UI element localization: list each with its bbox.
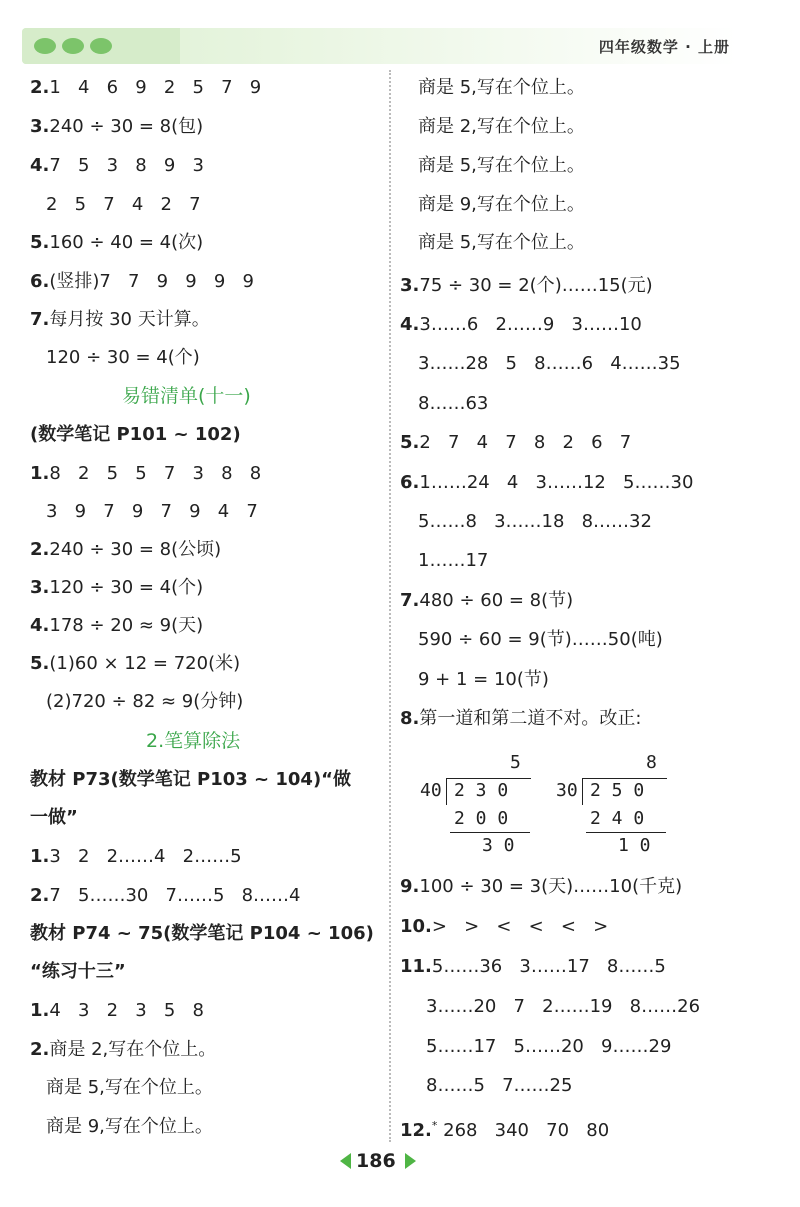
answer-line: 2 5 7 4 2 7 (46, 194, 201, 215)
answer-line: 5……8 3……18 8……32 (418, 511, 652, 532)
arrow-right-icon (405, 1153, 416, 1169)
answer-line: 8……5 7……25 (426, 1075, 573, 1096)
long-division (420, 752, 540, 862)
product: 2 0 0 (454, 808, 509, 829)
answer-line: 5.2 7 4 7 8 2 6 7 (400, 432, 632, 453)
subtraction-line (586, 832, 666, 833)
section-heading: 2.笔算除法 (146, 730, 241, 752)
leaf-icon (90, 38, 112, 54)
answer-line: 8.第一道和第二道不对。改正: (400, 708, 642, 729)
leaf-icon (34, 38, 56, 54)
answer-line: 5.160 ÷ 40 = 4(次) (30, 232, 204, 253)
remainder: 3 0 (482, 835, 515, 856)
long-division (556, 752, 676, 862)
answer-line: 3.120 ÷ 30 = 4(个) (30, 577, 204, 598)
answer-line: 商是 2,写在个位上。 (418, 116, 585, 137)
answer-line: 12.* 268 340 70 80 (400, 1119, 610, 1141)
answer-line: 2.1 4 6 9 2 5 7 9 (30, 77, 262, 98)
answer-line: 3.75 ÷ 30 = 2(个)……15(元) (400, 275, 653, 296)
quotient: 5 (510, 752, 521, 773)
answer-line: 1.3 2 2……4 2……5 (30, 846, 242, 867)
subtraction-line (450, 832, 530, 833)
answer-line: 5.(1)60 × 12 = 720(米) (30, 653, 241, 674)
answer-line: 5……17 5……20 9……29 (426, 1036, 672, 1057)
column-divider (389, 70, 391, 1142)
answer-line: 商是 5,写在个位上。 (46, 1077, 213, 1098)
arrow-left-icon (340, 1153, 351, 1169)
answer-line: 2.240 ÷ 30 = 8(公顷) (30, 539, 222, 560)
answer-line: 商是 9,写在个位上。 (46, 1116, 213, 1137)
answer-line: 7.每月按 30 天计算。 (30, 309, 210, 330)
answer-line: 3……28 5 8……6 4……35 (418, 353, 681, 374)
answer-line: 4.178 ÷ 20 ≈ 9(天) (30, 615, 204, 636)
page-header (22, 28, 738, 64)
answer-line: 3.240 ÷ 30 = 8(包) (30, 116, 204, 137)
answer-line: 1.4 3 2 3 5 8 (30, 1000, 204, 1021)
reference-line: 一做” (30, 807, 78, 828)
section-heading: 易错清单(十一) (122, 385, 251, 407)
answer-line: 590 ÷ 60 = 9(节)……50(吨) (418, 629, 663, 650)
answer-line: 商是 5,写在个位上。 (418, 77, 585, 98)
quotient: 8 (646, 752, 657, 773)
answer-line: 9.100 ÷ 30 = 3(天)……10(千克) (400, 876, 683, 897)
answer-line: 10.> > < < < > (400, 916, 609, 937)
dividend: 2 3 0 (454, 780, 509, 801)
answer-line: 商是 9,写在个位上。 (418, 194, 585, 215)
answer-line: 6.1……24 4 3……12 5……30 (400, 472, 694, 493)
answer-line: 120 ÷ 30 = 4(个) (46, 347, 200, 368)
answer-line: 1……17 (418, 550, 489, 571)
dividend: 2 5 0 (590, 780, 645, 801)
answer-line: 1.8 2 5 5 7 3 8 8 (30, 463, 262, 484)
reference-line: 教材 P74 ~ 75(数学笔记 P104 ~ 106) (30, 923, 374, 944)
answer-line: 9 + 1 = 10(节) (418, 669, 549, 690)
book-title: 四年级数学 · 上册 (598, 38, 730, 56)
product: 2 4 0 (590, 808, 645, 829)
reference-line: “练习十三” (30, 961, 126, 982)
answer-line: 4.3……6 2……9 3……10 (400, 314, 642, 335)
answer-line: 8……63 (418, 393, 489, 414)
page-number: 186 (356, 1150, 396, 1172)
answer-line: 2.7 5……30 7……5 8……4 (30, 885, 301, 906)
answer-line: 7.480 ÷ 60 = 8(节) (400, 590, 574, 611)
answer-line: 商是 5,写在个位上。 (418, 155, 585, 176)
answer-line: 6.(竖排)7 7 9 9 9 9 (30, 271, 254, 292)
reference-line: (数学笔记 P101 ~ 102) (30, 424, 241, 445)
answer-line: (2)720 ÷ 82 ≈ 9(分钟) (46, 691, 244, 712)
remainder: 1 0 (618, 835, 651, 856)
divisor: 40 (420, 780, 442, 801)
answer-line: 2.商是 2,写在个位上。 (30, 1039, 217, 1060)
answer-line: 3……20 7 2……19 8……26 (426, 996, 701, 1017)
answer-line: 11.5……36 3……17 8……5 (400, 956, 666, 977)
answer-line: 4.7 5 3 8 9 3 (30, 155, 204, 176)
header-decoration (22, 28, 180, 64)
reference-line: 教材 P73(数学笔记 P103 ~ 104)“做 (30, 769, 352, 790)
leaf-icon (62, 38, 84, 54)
answer-line: 3 9 7 9 7 9 4 7 (46, 501, 258, 522)
answer-line: 商是 5,写在个位上。 (418, 232, 585, 253)
divisor: 30 (556, 780, 578, 801)
